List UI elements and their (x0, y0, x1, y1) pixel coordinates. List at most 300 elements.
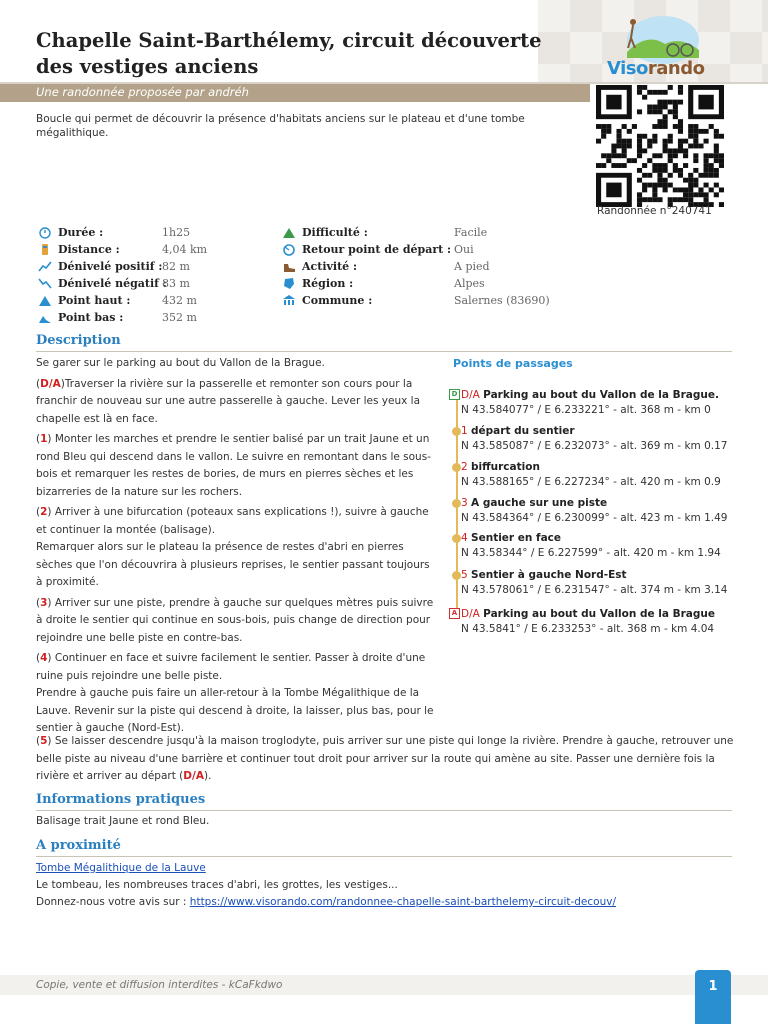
waypoint-coordinates: N 43.5841° / E 6.233253° - alt. 368 m - km 4.04 (461, 623, 715, 635)
step-marker: D/A (183, 770, 204, 782)
qr-module (642, 85, 647, 90)
infos-text: Balisage trait Jaune et rond Bleu. (36, 815, 210, 827)
fact-label: Dénivelé positif : (58, 260, 163, 273)
qr-module (632, 158, 637, 163)
fact-value: 432 m (162, 294, 197, 307)
waypoint-number: 1 (461, 425, 468, 437)
qr-module (616, 163, 621, 168)
qr-module (673, 114, 678, 119)
qr-module (637, 197, 642, 202)
qr-module (698, 173, 703, 178)
fact-row (38, 224, 278, 241)
waypoint-head (449, 460, 749, 475)
fact-row (282, 275, 582, 292)
section-divider (36, 856, 732, 857)
qr-module (719, 187, 724, 192)
stopwatch-icon (38, 226, 52, 239)
waypoint-number: D/A (461, 389, 480, 401)
qr-module (673, 163, 678, 168)
qr-module (616, 129, 621, 134)
fact-row (38, 275, 278, 292)
qr-module (596, 163, 601, 168)
qr-module (673, 197, 678, 202)
fact-value: 4,04 km (162, 243, 208, 256)
qr-module (673, 105, 678, 110)
fact-value: A pied (454, 260, 490, 273)
facts-right (282, 224, 582, 309)
fact-row (282, 292, 582, 309)
qr-module (709, 163, 714, 168)
waypoint-name: biffurcation (471, 461, 540, 473)
qr-module (704, 158, 709, 163)
qr-module (683, 187, 688, 192)
waypoint-coordinates: N 43.584077° / E 6.233221° - alt. 368 m - km 0 (461, 404, 711, 416)
fact-value: Oui (454, 243, 474, 256)
qr-module (688, 183, 693, 188)
qr-module (719, 134, 724, 139)
qr-module (622, 139, 627, 144)
qr-module (688, 173, 693, 178)
fact-row (282, 241, 582, 258)
waypoint-name: Sentier en face (471, 532, 562, 544)
fact-value: 1h25 (162, 226, 191, 239)
qr-module (663, 163, 668, 168)
facts-left (38, 224, 278, 326)
qr-module (637, 139, 642, 144)
qr-module (637, 85, 642, 90)
waypoint-head (449, 424, 749, 439)
fact-value: Salernes (83690) (454, 294, 550, 307)
qr-module (714, 158, 719, 163)
qr-module (719, 158, 724, 163)
page-number: 1 (695, 970, 731, 1024)
qr-module (673, 187, 678, 192)
qr-module (652, 139, 657, 144)
town-hall-icon (282, 294, 296, 307)
qr-module (616, 134, 621, 139)
qr-module (647, 109, 652, 114)
qr-module (698, 129, 703, 134)
qr-module (647, 197, 652, 202)
qr-module (663, 148, 668, 153)
qr-module (678, 168, 683, 173)
waypoint-head (449, 388, 749, 403)
qr-module (657, 90, 662, 95)
waypoint-dot-icon (452, 499, 461, 508)
logo-wordmark (607, 58, 704, 79)
qr-module (698, 192, 703, 197)
desc-text: Traverser la rivière sur la passerelle et remonter son cours pour la franchir de nouveau sur une autre passerelle à gauche. Lever les yeux la chapelle est là en face. (36, 377, 421, 425)
fact-label: Retour point de départ : (302, 243, 452, 256)
description-text (36, 355, 436, 741)
qr-module (657, 168, 662, 173)
qr-module (673, 109, 678, 114)
qr-module (663, 114, 668, 119)
qr-module (601, 163, 606, 168)
qr-module (637, 178, 642, 183)
qr-module (693, 192, 698, 197)
qr-module (606, 153, 611, 158)
qr-module (683, 197, 688, 202)
fact-label: Région : (302, 277, 354, 290)
distance-icon (38, 243, 52, 256)
qr-module (668, 173, 673, 178)
waypoint-name: départ du sentier (471, 425, 575, 437)
ascent-icon (38, 260, 52, 273)
qr-module (596, 124, 601, 129)
qr-module (657, 173, 662, 178)
qr-module (678, 100, 683, 105)
qr-module (632, 124, 637, 129)
qr-module (606, 124, 611, 129)
qr-module (668, 100, 673, 105)
qr-module (668, 109, 673, 114)
qr-module (637, 90, 642, 95)
waypoint-name: Parking au bout du Vallon de la Brague. (483, 389, 719, 401)
qr-module (693, 144, 698, 149)
waypoint-head (449, 607, 749, 622)
peak-icon (38, 294, 52, 307)
qr-module (596, 139, 601, 144)
qr-module (693, 129, 698, 134)
qr-module (673, 168, 678, 173)
step-marker: 3 (40, 596, 48, 609)
qr-module (678, 129, 683, 134)
qr-module (688, 144, 693, 149)
qr-module (622, 144, 627, 149)
copyright-notice: Copie, vente et diffusion interdites - kCaFkdwo (36, 979, 283, 991)
qr-module (688, 192, 693, 197)
qr-module (668, 183, 673, 188)
fact-label: Distance : (58, 243, 120, 256)
qr-module (622, 124, 627, 129)
qr-module (616, 139, 621, 144)
desc-paragraph: Prendre à gauche puis faire un aller-retour à la Tombe Mégalithique de la Lauve. Revenir sur la piste qui descend à droite, la laisser, plus bas, pour le sentier à gauche (Nord-Est). (36, 687, 434, 734)
qr-module (657, 109, 662, 114)
qr-module (678, 139, 683, 144)
qr-module (611, 153, 616, 158)
qr-module (714, 192, 719, 197)
waypoint-coordinates: N 43.584364° / E 6.230099° - alt. 423 m - km 1.49 (461, 512, 728, 524)
qr-module (652, 187, 657, 192)
qr-module (637, 192, 642, 197)
logo-wordmark-blue: Viso (607, 58, 648, 79)
qr-module (647, 139, 652, 144)
qr-module (663, 90, 668, 95)
qr-module (709, 187, 714, 192)
qr-module (714, 134, 719, 139)
qr-module (642, 187, 647, 192)
fact-label: Commune : (302, 294, 373, 307)
desc-paragraph: (3) Arriver sur une piste, prendre à gauche sur quelques mètres puis suivre à droite le sentier qui continue en sous-bois, puis change de direction pour rejoindre une belle piste en contre-bas. (36, 596, 434, 644)
qr-module (627, 144, 632, 149)
qr-module (714, 144, 719, 149)
waypoint-number: 4 (461, 532, 468, 544)
author-subtitle: Une randonnée proposée par andréh (36, 85, 249, 99)
desc-paragraph: Remarquer alors sur le plateau la présence de restes d'abri en pierres sèches que l'on découvrira à plusieurs reprises, le sentier passant toujours à proximité. (36, 541, 430, 588)
fact-row (38, 241, 278, 258)
qr-module (647, 158, 652, 163)
desc-text: Se laisser descendre jusqu'à la maison troglodyte, puis arriver sur une piste qui longe la rivière. Prendre à gauche, retrouver une belle piste au niveau d'une barrière et continuer tout droit pour arriver sur la route qui amène au site. Passer une dernière fois la rivière et arriver au départ ( (36, 735, 734, 782)
qr-module (719, 202, 724, 207)
desc-paragraph: (D/A)Traverser la rivière sur la passerelle et remonter son cours pour la franchir de nouveau sur une autre passerelle à gauche. Lever les yeux la chapelle est là en face. (36, 377, 421, 425)
waypoint-coordinates: N 43.578061° / E 6.231547° - alt. 374 m - km 3.14 (461, 584, 728, 596)
qr-module (678, 85, 683, 90)
qr-finder (606, 95, 621, 110)
waypoint (449, 496, 749, 526)
qr-module (652, 192, 657, 197)
fact-row (38, 258, 278, 275)
step-marker: D/A (40, 377, 61, 390)
qr-module (663, 178, 668, 183)
qr-module (601, 124, 606, 129)
qr-module (709, 173, 714, 178)
end-flag-icon: A (449, 608, 460, 619)
desc-paragraph: (4) Continuer en face et suivre facilement le sentier. Passer à droite d'une ruine puis rejoindre une belle piste. (36, 652, 426, 682)
qr-module (714, 168, 719, 173)
qr-module (678, 90, 683, 95)
waypoint-dot-icon (452, 463, 461, 472)
qr-module (678, 187, 683, 192)
review-url-link[interactable]: https://www.visorando.com/randonnee-chapelle-saint-barthelemy-circuit-decouv/ (189, 896, 617, 908)
qr-module (647, 90, 652, 95)
qr-module (637, 134, 642, 139)
waypoint-number: 3 (461, 497, 468, 509)
qr-module (719, 153, 724, 158)
qr-module (652, 183, 657, 188)
desc-text: Monter les marches et prendre le sentier balisé par un trait Jaune et un rond Bleu qui descend dans le vallon. Le suivre en remontant dans le sous-bois et remarquer les restes de bories, de murs en pierres sèches et les bizarreries de la nature sur les rochers. (36, 433, 431, 498)
qr-module (678, 173, 683, 178)
qr-module (652, 163, 657, 168)
fact-label: Difficulté : (302, 226, 368, 239)
qr-module (704, 197, 709, 202)
nearby-link[interactable]: Tombe Mégalithique de la Lauve (36, 862, 206, 874)
qr-module (693, 124, 698, 129)
qr-module (642, 148, 647, 153)
desc-paragraph: (2) Arriver à une bifurcation (poteaux sans explications !), suivre à gauche et continuer la montée (balisage). (36, 506, 429, 536)
qr-module (673, 148, 678, 153)
waypoint (449, 388, 749, 418)
qr-module (683, 153, 688, 158)
waypoint-dot-icon (452, 427, 461, 436)
qr-module (693, 168, 698, 173)
fact-row (38, 292, 278, 309)
waypoint-coordinates: N 43.588165° / E 6.227234° - alt. 420 m - km 0.9 (461, 476, 721, 488)
qr-module (683, 192, 688, 197)
waypoint-head (449, 496, 749, 511)
qr-module (611, 144, 616, 149)
fact-label: Point haut : (58, 294, 131, 307)
qr-module (637, 153, 642, 158)
waypoint (449, 460, 749, 490)
qr-module (622, 153, 627, 158)
qr-module (663, 139, 668, 144)
waypoint-coordinates: N 43.585087° / E 6.232073° - alt. 369 m - km 0.17 (461, 440, 728, 452)
qr-module (673, 100, 678, 105)
waypoint (449, 607, 749, 637)
review-line (36, 894, 736, 911)
qr-finder (606, 183, 621, 198)
qr-module (642, 163, 647, 168)
qr-module (714, 129, 719, 134)
waypoint-name: A gauche sur une piste (471, 497, 608, 509)
qr-module (688, 124, 693, 129)
waypoint-number: 2 (461, 461, 468, 473)
qr-module (627, 158, 632, 163)
qr-module (668, 85, 673, 90)
desc-paragraph-final: (5) Se laisser descendre jusqu'à la maison troglodyte, puis arriver sur une piste qui longe la rivière. Prendre à gauche, retrouver une belle piste au niveau d'une barrière et continuer tout droit pour arriver sur la route qui amène au site. Passer une dernière fois la rivière et arriver au départ (D/A). (36, 735, 734, 782)
shoe-icon (282, 260, 296, 273)
waypoint-head (449, 568, 749, 583)
qr-module (704, 183, 709, 188)
waypoint-number: 5 (461, 569, 468, 581)
loop-icon (282, 243, 296, 256)
review-label: Donnez-nous votre avis sur : (36, 896, 190, 908)
qr-module (683, 139, 688, 144)
qr-module (678, 197, 683, 202)
qr-module (601, 134, 606, 139)
qr-module (709, 124, 714, 129)
waypoint-name: Sentier à gauche Nord-Est (471, 569, 627, 581)
qr-module (657, 153, 662, 158)
qr-module (652, 153, 657, 158)
qr-module (616, 144, 621, 149)
qr-module (642, 183, 647, 188)
qr-module (678, 124, 683, 129)
qr-module (627, 129, 632, 134)
section-title-infos: Informations pratiques (36, 792, 206, 807)
qr-module (698, 144, 703, 149)
waypoint-head (449, 531, 749, 546)
qr-module (693, 139, 698, 144)
intro-text: Boucle qui permet de découvrir la présence d'habitats anciens sur le plateau et d'une tombe mégalithique. (36, 113, 525, 139)
qr-module (637, 144, 642, 149)
qr-module (652, 90, 657, 95)
qr-module (657, 178, 662, 183)
region-icon (282, 277, 296, 290)
qr-module (704, 173, 709, 178)
qr-module (704, 129, 709, 134)
qr-module (719, 163, 724, 168)
qr-module (714, 148, 719, 153)
qr-module (657, 105, 662, 110)
qr-finder (698, 95, 713, 110)
qr-module (709, 168, 714, 173)
hike-number: Randonnée n°240741 (597, 205, 712, 217)
section-divider (36, 810, 732, 811)
qr-module (622, 148, 627, 153)
desc-text: ). (203, 770, 212, 782)
waypoint-coordinates: N 43.58344° / E 6.227599° - alt. 420 m - km 1.94 (461, 547, 721, 559)
step-marker: 1 (40, 433, 48, 445)
qr-module (704, 163, 709, 168)
qr-module (606, 129, 611, 134)
desc-paragraph: Se garer sur le parking au bout du Vallon de la Brague. (36, 357, 325, 369)
qr-module (709, 153, 714, 158)
qr-module (698, 187, 703, 192)
logo-hiker-head (630, 19, 636, 25)
qr-module (647, 144, 652, 149)
qr-module (693, 178, 698, 183)
fact-row (282, 224, 582, 241)
qr-module (704, 139, 709, 144)
start-flag-icon: D (449, 389, 460, 400)
qr-module (688, 187, 693, 192)
qr-module (678, 119, 683, 124)
step-marker: 5 (40, 735, 48, 747)
desc-paragraph: (1) Monter les marches et prendre le sentier balisé par un trait Jaune et un rond Bleu qui descend dans le vallon. Le suivre en remontant dans le sous-bois et remarquer les restes de bories, de murs en pierres sèches et les bizarreries de la nature sur les rochers. (36, 433, 431, 498)
qr-code[interactable] (596, 85, 724, 207)
qr-module (663, 124, 668, 129)
qr-module (668, 197, 673, 202)
nearby-section (36, 860, 736, 911)
qr-module (668, 158, 673, 163)
step-marker: 2 (40, 506, 48, 518)
qr-module (652, 124, 657, 129)
qr-module (678, 144, 683, 149)
qr-module (642, 95, 647, 100)
waypoints-title: Points de passages (453, 357, 573, 370)
qr-module (704, 192, 709, 197)
qr-module (601, 129, 606, 134)
fact-value: 352 m (162, 311, 197, 324)
qr-module (668, 139, 673, 144)
qr-module (637, 148, 642, 153)
qr-module (688, 134, 693, 139)
qr-module (637, 168, 642, 173)
qr-module (693, 183, 698, 188)
qr-module (673, 124, 678, 129)
qr-module (663, 119, 668, 124)
qr-module (693, 158, 698, 163)
waypoint-dot-icon (452, 534, 461, 543)
step-marker: 4 (40, 652, 48, 664)
qr-module (642, 197, 647, 202)
qr-module (663, 100, 668, 105)
section-title-nearby: A proximité (36, 838, 121, 853)
qr-module (678, 148, 683, 153)
qr-module (673, 153, 678, 158)
qr-module (657, 119, 662, 124)
qr-module (601, 153, 606, 158)
qr-module (657, 197, 662, 202)
nearby-text: Le tombeau, les nombreuses traces d'abri, les grottes, les vestiges... (36, 879, 398, 891)
low-point-icon (38, 311, 52, 324)
qr-module (642, 134, 647, 139)
qr-module (688, 129, 693, 134)
fact-row (282, 258, 582, 275)
fact-value: 82 m (162, 260, 190, 273)
waypoint-dot-icon (452, 571, 461, 580)
fact-label: Point bas : (58, 311, 124, 324)
qr-module (683, 178, 688, 183)
qr-module (668, 134, 673, 139)
qr-module (663, 187, 668, 192)
qr-module (704, 168, 709, 173)
descent-icon (38, 277, 52, 290)
qr-module (668, 148, 673, 153)
waypoint (449, 424, 749, 454)
qr-module (714, 153, 719, 158)
difficulty-icon (282, 226, 296, 239)
qr-module (652, 105, 657, 110)
qr-module (652, 109, 657, 114)
waypoint (449, 568, 749, 598)
qr-module (683, 163, 688, 168)
qr-module (647, 173, 652, 178)
qr-module (647, 105, 652, 110)
qr-module (647, 183, 652, 188)
